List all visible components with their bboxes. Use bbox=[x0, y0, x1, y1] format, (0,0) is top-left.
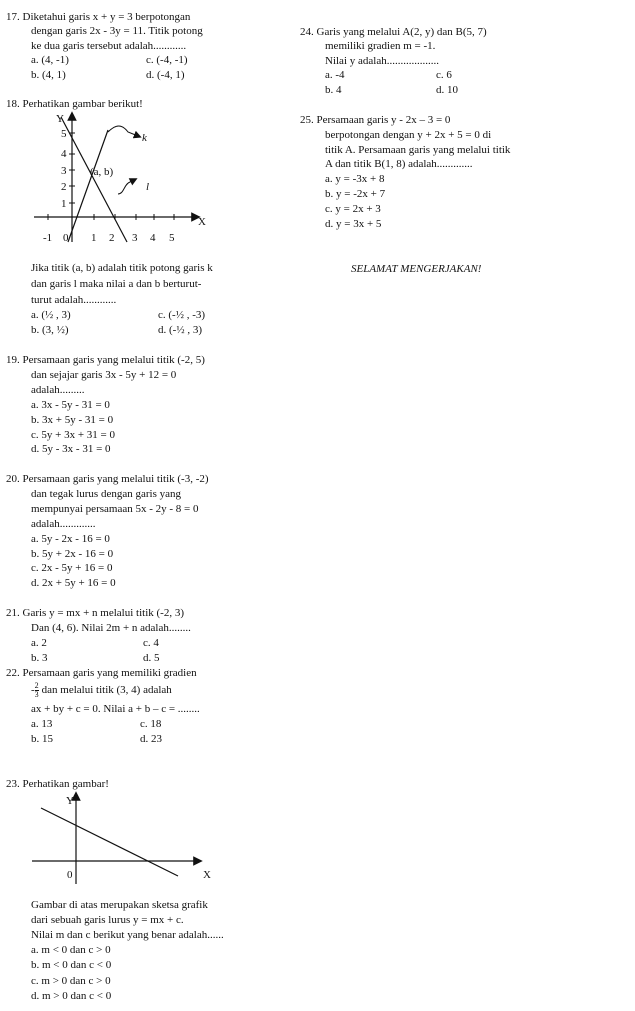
q23-line-3: Nilai m dan c berikut yang benar adalah...... bbox=[31, 929, 224, 941]
q18-line-2: dan garis l maka nilai a dan b berturut- bbox=[31, 278, 202, 290]
q19-line-3: adalah......... bbox=[31, 384, 85, 396]
q19-option-c: c. 5y + 3x + 31 = 0 bbox=[31, 429, 115, 441]
q21-option-d: d. 5 bbox=[143, 652, 160, 664]
q21-option-a: a. 2 bbox=[31, 637, 47, 649]
q22-line-2-rest: dan melalui titik (3, 4) adalah bbox=[41, 684, 172, 696]
q25-line-4: A dan titik B(1, 8) adalah............. bbox=[325, 158, 473, 170]
q18-xtick-3: 3 bbox=[132, 232, 138, 244]
q25-line-3: titik A. Persamaan garis yang melalui titik bbox=[325, 144, 511, 156]
q21-line-1: 21. Garis y = mx + n melalui titik (-2, 3) bbox=[6, 607, 184, 619]
q18-arrow-k bbox=[108, 126, 138, 136]
q24-line-1: 24. Garis yang melalui A(2, y) dan B(5, 7) bbox=[300, 26, 487, 38]
q18-ytick-2: 2 bbox=[61, 181, 67, 193]
q18-xtick-2: 2 bbox=[109, 232, 115, 244]
q23-option-a: a. m < 0 dan c > 0 bbox=[31, 944, 111, 956]
q24-option-b: b. 4 bbox=[325, 84, 342, 96]
q20-line-4: adalah............. bbox=[31, 518, 96, 530]
q18-option-b: b. (3, ½) bbox=[31, 324, 69, 336]
q22-option-c: c. 18 bbox=[140, 718, 162, 730]
q21-option-c: c. 4 bbox=[143, 637, 159, 649]
q23-title: 23. Perhatikan gambar! bbox=[6, 778, 109, 790]
q18-option-a: a. (½ , 3) bbox=[31, 309, 71, 321]
q22-line-3: ax + by + c = 0. Nilai a + b – c = ........ bbox=[31, 703, 200, 715]
q23-y-label: Y bbox=[66, 795, 74, 807]
q21-option-b: b. 3 bbox=[31, 652, 48, 664]
q23-line-2: dari sebuah garis lurus y = mx + c. bbox=[31, 914, 184, 926]
q18-xtick-4: 4 bbox=[150, 232, 156, 244]
q22-frac-num: 2 bbox=[34, 680, 39, 690]
q23-graph bbox=[28, 790, 228, 890]
q22-frac-den: 3 bbox=[34, 689, 39, 699]
q23-origin-label: 0 bbox=[67, 869, 73, 881]
closing-message: SELAMAT MENGERJAKAN! bbox=[351, 263, 482, 275]
q22-line-2 bbox=[31, 680, 172, 700]
q25-line-1: 25. Persamaan garis y - 2x – 3 = 0 bbox=[300, 114, 451, 126]
q18-ytick-3: 3 bbox=[61, 165, 67, 177]
q18-line-3: turut adalah............ bbox=[31, 294, 117, 306]
q18-xtick-1: 1 bbox=[91, 232, 97, 244]
q18-point-label: (a, b) bbox=[90, 166, 114, 178]
q18-xtick-5: 5 bbox=[169, 232, 175, 244]
q18-line-1: Jika titik (a, b) adalah titik potong garis k bbox=[31, 262, 213, 274]
q21-line-2: Dan (4, 6). Nilai 2m + n adalah........ bbox=[31, 622, 191, 634]
q20-line-2: dan tegak lurus dengan garis yang bbox=[31, 488, 181, 500]
q24-line-3: Nilai y adalah................... bbox=[325, 55, 439, 67]
q18-ytick-4: 4 bbox=[61, 148, 67, 160]
q24-option-d: d. 10 bbox=[436, 84, 458, 96]
q18-x-label: X bbox=[198, 216, 206, 228]
q20-line-1: 20. Persamaan garis yang melalui titik (-3, -2) bbox=[6, 473, 209, 485]
q23-line-1: Gambar di atas merupakan sketsa grafik bbox=[31, 899, 208, 911]
q17-option-a: a. (4, -1) bbox=[31, 54, 69, 66]
q23-option-b: b. m < 0 dan c < 0 bbox=[31, 959, 112, 971]
q17-line-2: dengan garis 2x - 3y = 11. Titik potong bbox=[31, 25, 203, 37]
q18-arrow-l bbox=[118, 180, 134, 194]
q18-xtick-0: 0 bbox=[63, 232, 69, 244]
q18-option-c: c. (-½ , -3) bbox=[158, 309, 206, 321]
q25-option-a: a. y = -3x + 8 bbox=[325, 173, 385, 185]
q19-option-a: a. 3x - 5y - 31 = 0 bbox=[31, 399, 110, 411]
q20-line-3: mempunyai persamaan 5x - 2y - 8 = 0 bbox=[31, 503, 199, 515]
q17-option-b: b. (4, 1) bbox=[31, 69, 66, 81]
q18-y-label: Y bbox=[56, 113, 64, 125]
q22-fraction bbox=[35, 682, 39, 699]
q18-label-k: k bbox=[142, 132, 147, 144]
q22-option-b: b. 15 bbox=[31, 733, 53, 745]
q25-line-2: berpotongan dengan y + 2x + 5 = 0 di bbox=[325, 129, 492, 141]
q22-option-a: a. 13 bbox=[31, 718, 53, 730]
q17-line-1: 17. Diketahui garis x + y = 3 berpotongan bbox=[6, 11, 191, 23]
q17-line-3: ke dua garis tersebut adalah............ bbox=[31, 40, 187, 52]
q19-option-d: d. 5y - 3x - 31 = 0 bbox=[31, 443, 111, 455]
q24-option-c: c. 6 bbox=[436, 69, 452, 81]
q23-option-d: d. m > 0 dan c < 0 bbox=[31, 990, 112, 1002]
q20-option-b: b. 5y + 2x - 16 = 0 bbox=[31, 548, 114, 560]
q24-option-a: a. -4 bbox=[325, 69, 345, 81]
q25-option-d: d. y = 3x + 5 bbox=[325, 218, 382, 230]
q24-line-2: memiliki gradien m = -1. bbox=[325, 40, 436, 52]
q22-line-1: 22. Persamaan garis yang memiliki gradien bbox=[6, 667, 197, 679]
q19-line-2: dan sejajar garis 3x - 5y + 12 = 0 bbox=[31, 369, 177, 381]
q18-xtick-minus1: -1 bbox=[43, 232, 53, 244]
q23-option-c: c. m > 0 dan c > 0 bbox=[31, 975, 111, 987]
q18-title: 18. Perhatikan gambar berikut! bbox=[6, 98, 143, 110]
q23-line bbox=[41, 808, 178, 876]
q20-option-d: d. 2x + 5y + 16 = 0 bbox=[31, 577, 116, 589]
q18-ytick-5: 5 bbox=[61, 128, 67, 140]
q18-ytick-1: 1 bbox=[61, 198, 67, 210]
q17-option-d: d. (-4, 1) bbox=[146, 69, 185, 81]
q22-frac-sign: - bbox=[31, 684, 35, 696]
q18-label-l: l bbox=[146, 181, 150, 193]
q20-option-c: c. 2x - 5y + 16 = 0 bbox=[31, 562, 113, 574]
q25-option-c: c. y = 2x + 3 bbox=[325, 203, 381, 215]
q17-option-c: c. (-4, -1) bbox=[146, 54, 188, 66]
q25-option-b: b. y = -2x + 7 bbox=[325, 188, 386, 200]
q18-option-d: d. (-½ , 3) bbox=[158, 324, 202, 336]
q22-option-d: d. 23 bbox=[140, 733, 162, 745]
q19-option-b: b. 3x + 5y - 31 = 0 bbox=[31, 414, 114, 426]
q19-line-1: 19. Persamaan garis yang melalui titik (-2, 5) bbox=[6, 354, 205, 366]
q20-option-a: a. 5y - 2x - 16 = 0 bbox=[31, 533, 110, 545]
q23-x-label: X bbox=[203, 869, 211, 881]
q18-graph bbox=[30, 110, 230, 248]
q18-line-k bbox=[61, 117, 127, 242]
